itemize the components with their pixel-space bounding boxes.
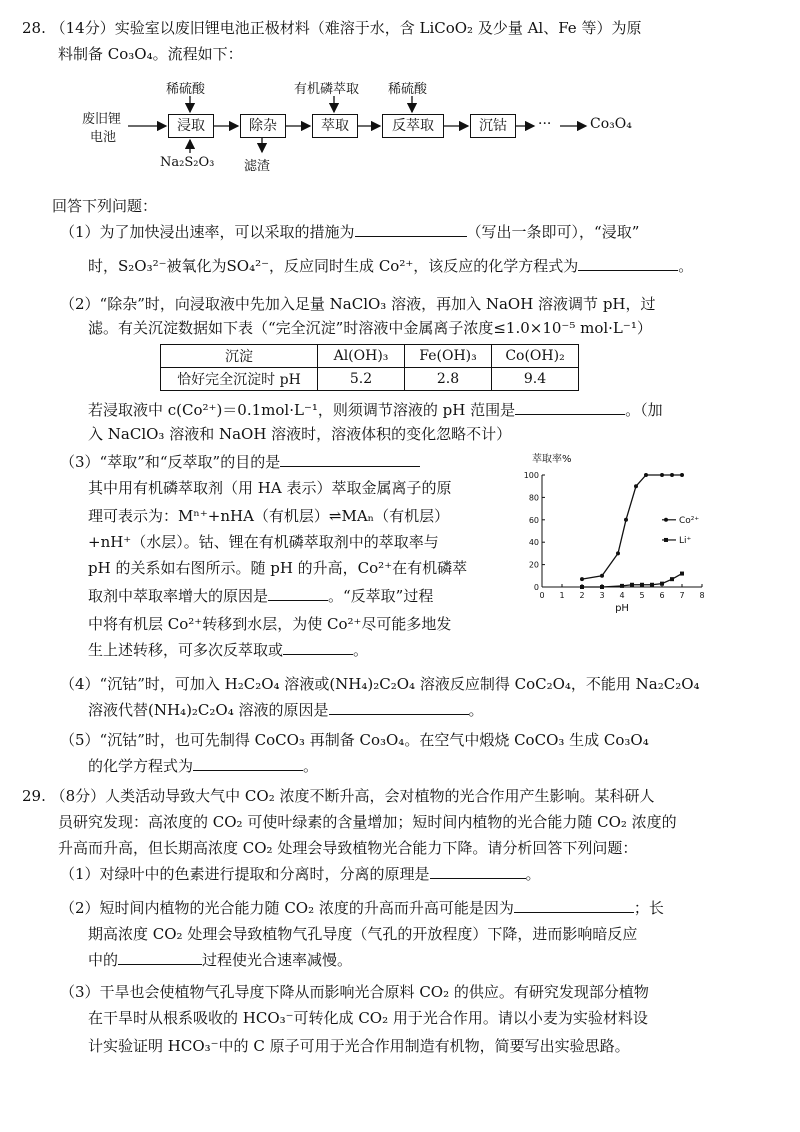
q29-part3-line2: 在干旱时从根系吸收的 HCO₃⁻可转化成 CO₂ 用于光合作用。请以小麦为实验材料设 xyxy=(88,1009,648,1027)
table-cell: 5.2 xyxy=(318,368,405,391)
q28-part1-line2: 时，S₂O₃²⁻被氧化为SO₄²⁻，反应同时生成 Co²⁺，该反应的化学方程式为 。 xyxy=(88,257,694,275)
data-point-li xyxy=(660,582,664,586)
q29-part3-line1: （3）干旱也会使植物气孔导度下降从而影响光合原料 CO₂ 的供应。有研究发现部分植物 xyxy=(60,983,649,1001)
x-tick-label: 4 xyxy=(619,591,625,600)
q29-line1: 29. （8分）人类活动导致大气中 CO₂ 浓度不断升高，会对植物的光合作用产生影响。某科研人 xyxy=(22,787,655,805)
q28-part2-line3: 若浸取液中 c(Co²⁺)＝0.1mol·L⁻¹，则须调节溶液的 pH 范围是 。（加 xyxy=(88,401,663,419)
q29-part1: （1）对绿叶中的色素进行提取和分离时，分离的原理是 。 xyxy=(60,865,541,883)
data-point-co xyxy=(634,484,638,488)
data-point-co xyxy=(616,551,620,555)
y-tick-label: 80 xyxy=(528,493,539,503)
legend-marker-li xyxy=(664,538,668,542)
y-tick-label: 100 xyxy=(523,471,539,480)
y-tick-label: 20 xyxy=(528,560,539,570)
q28-part3-line8: 生上述转移，可多次反萃取或 。 xyxy=(88,641,369,659)
q28-part3-line4: +nH⁺（水层）。钴、锂在有机磷萃取剂中的萃取率与 xyxy=(88,533,439,551)
flow-box-impurity-removal: 除杂 xyxy=(240,114,286,138)
x-tick-label: 2 xyxy=(579,591,585,600)
table-header: Co(OH)₂ xyxy=(492,345,579,368)
flow-reagent-4: 稀硫酸 xyxy=(388,82,428,97)
data-point-li xyxy=(580,585,584,589)
flow-box-leaching: 浸取 xyxy=(168,114,214,138)
data-point-li xyxy=(630,583,634,587)
answer-blank[interactable] xyxy=(515,400,625,415)
extraction-rate-chart xyxy=(512,452,722,627)
x-tick-label: 7 xyxy=(679,591,685,600)
precipitation-table xyxy=(160,344,579,391)
answer-blank[interactable] xyxy=(283,640,353,655)
q28-line2: 料制备 Co₃O₄。流程如下： xyxy=(58,45,243,63)
answer-blank[interactable] xyxy=(193,756,303,771)
flow-reagent-3: 有机磷萃取 xyxy=(294,82,360,97)
table-header: 沉淀 xyxy=(161,345,318,368)
data-point-co xyxy=(624,518,628,522)
x-tick-label: 5 xyxy=(639,591,645,600)
legend-label-co: Co²⁺ xyxy=(679,515,700,526)
data-point-co xyxy=(580,577,584,581)
table-row xyxy=(161,368,579,391)
flow-ellipsis: ··· xyxy=(538,116,552,132)
data-point-li xyxy=(680,572,684,576)
q28-part3-line6: 取剂中萃取率增大的原因是 。“反萃取”过程 xyxy=(88,587,434,605)
x-axis-label: pH xyxy=(615,603,629,614)
q29-part3-line3: 计实验证明 HCO₃⁻中的 C 原子可用于光合作用制造有机物，简要写出实验思路。 xyxy=(88,1037,630,1055)
flow-source-2: 电池 xyxy=(90,130,117,145)
flow-box-extraction: 萃取 xyxy=(312,114,358,138)
data-point-li xyxy=(650,583,654,587)
answer-blank[interactable] xyxy=(514,898,634,913)
legend-marker-co xyxy=(664,518,668,522)
data-point-li xyxy=(600,585,604,589)
q28-part2-line2: 滤。有关沉淀数据如下表（“完全沉淀”时溶液中金属离子浓度≤1.0×10⁻⁵ mol·L⁻¹） xyxy=(88,319,652,337)
q28-part4-line2: 溶液代替(NH₄)₂C₂O₄ 溶液的原因是 。 xyxy=(88,701,484,719)
y-tick-label: 0 xyxy=(533,583,539,592)
data-point-co xyxy=(680,473,684,477)
q28-prompt: 回答下列问题： xyxy=(52,197,158,215)
flow-box-back-extraction: 反萃取 xyxy=(382,114,444,138)
q28-part3-line7: 中将有机层 Co²⁺转移到水层，为使 Co²⁺尽可能多地发 xyxy=(88,615,452,633)
series-line-0 xyxy=(582,475,682,579)
flow-arrows xyxy=(0,0,800,200)
answer-blank[interactable] xyxy=(355,222,467,237)
table-row-label: 恰好完全沉淀时 pH xyxy=(161,368,318,391)
q28-part3-line2: 其中用有机磷萃取剂（用 HA 表示）萃取金属离子的原 xyxy=(88,479,452,497)
flow-reagent-1: 稀硫酸 xyxy=(166,82,206,97)
flow-product: Co₃O₄ xyxy=(590,116,632,132)
answer-blank[interactable] xyxy=(118,950,202,965)
q29-line3: 升高而升高，但长期高浓度 CO₂ 处理会导致植物光合能力下降。请分析回答下列问题： xyxy=(58,839,638,857)
answer-blank[interactable] xyxy=(280,452,420,467)
answer-blank[interactable] xyxy=(268,586,328,601)
q28-part4-line1: （4）“沉钴”时，可加入 H₂C₂O₄ 溶液或(NH₄)₂C₂O₄ 溶液反应制得 CoC₂O₄，不能用 Na₂C₂O₄ xyxy=(60,675,700,693)
x-tick-label: 1 xyxy=(559,591,565,600)
legend-label-li: Li⁺ xyxy=(679,535,692,546)
data-point-co xyxy=(600,574,604,578)
answer-blank[interactable] xyxy=(430,864,526,879)
table-cell: 9.4 xyxy=(492,368,579,391)
chart-title: 萃取率% xyxy=(532,454,572,465)
q28-part5-line1: （5）“沉钴”时，也可先制得 CoCO₃ 再制备 Co₃O₄。在空气中煅烧 CoCO₃ 生成 Co₃O₄ xyxy=(60,731,649,749)
x-tick-label: 6 xyxy=(659,591,665,600)
q29-part2-line2: 期高浓度 CO₂ 处理会导致植物气孔导度（气孔的开放程度）下降，进而影响暗反应 xyxy=(88,925,638,943)
data-point-co xyxy=(660,473,664,477)
q28-part1-line1: （1）为了加快浸出速率，可以采取的措施为 （写出一条即可），“浸取” xyxy=(60,223,640,241)
answer-blank[interactable] xyxy=(329,700,469,715)
q29-line2: 员研究发现：高浓度的 CO₂ 可使叶绿素的含量增加；短时间内植物的光合能力随 CO₂ 浓度的 xyxy=(58,813,677,831)
x-tick-label: 0 xyxy=(539,591,545,600)
table-header: Al(OH)₃ xyxy=(318,345,405,368)
x-tick-label: 3 xyxy=(599,591,605,600)
data-point-li xyxy=(620,584,624,588)
data-point-li xyxy=(640,583,644,587)
flow-reagent-1b: Na₂S₂O₃ xyxy=(160,155,215,170)
q29-part2-line1: （2）短时间内植物的光合能力随 CO₂ 浓度的升高而升高可能是因为 ；长 xyxy=(60,899,664,917)
q28-part5-line2: 的化学方程式为 。 xyxy=(88,757,319,775)
table-cell: 2.8 xyxy=(405,368,492,391)
table-header: Fe(OH)₃ xyxy=(405,345,492,368)
flow-source: 废旧锂 xyxy=(82,112,122,127)
data-point-co xyxy=(670,473,674,477)
q28-part3-line3: 理可表示为：Mⁿ⁺+nHA（有机层）⇌MAₙ（有机层） xyxy=(88,507,450,525)
q28-line1: 28. （14分）实验室以废旧锂电池正极材料（难溶于水，含 LiCoO₂ 及少量 Al、Fe 等）为原 xyxy=(22,19,642,37)
data-point-co xyxy=(644,473,648,477)
y-tick-label: 40 xyxy=(528,538,539,548)
q29-part2-line3: 中的 过程使光合速率减慢。 xyxy=(88,951,353,969)
q28-part3-line1: （3）“萃取”和“反萃取”的目的是 xyxy=(60,452,420,472)
flow-byproduct: 滤渣 xyxy=(244,159,271,174)
q28-part2-line4: 入 NaClO₃ 溶液和 NaOH 溶液时，溶液体积的变化忽略不计） xyxy=(88,425,512,443)
x-tick-label: 8 xyxy=(699,591,705,600)
q28-part3-line5: pH 的关系如右图所示。随 pH 的升高，Co²⁺在有机磷萃 xyxy=(88,559,468,577)
data-point-li xyxy=(670,577,674,581)
answer-blank[interactable] xyxy=(578,256,678,271)
flow-box-cobalt-precipitation: 沉钴 xyxy=(470,114,516,138)
q28-part2-line1: （2）“除杂”时，向浸取液中先加入足量 NaClO₃ 溶液，再加入 NaOH 溶液调节 pH，过 xyxy=(60,295,656,313)
table-header-row xyxy=(161,345,579,368)
y-tick-label: 60 xyxy=(528,515,539,525)
